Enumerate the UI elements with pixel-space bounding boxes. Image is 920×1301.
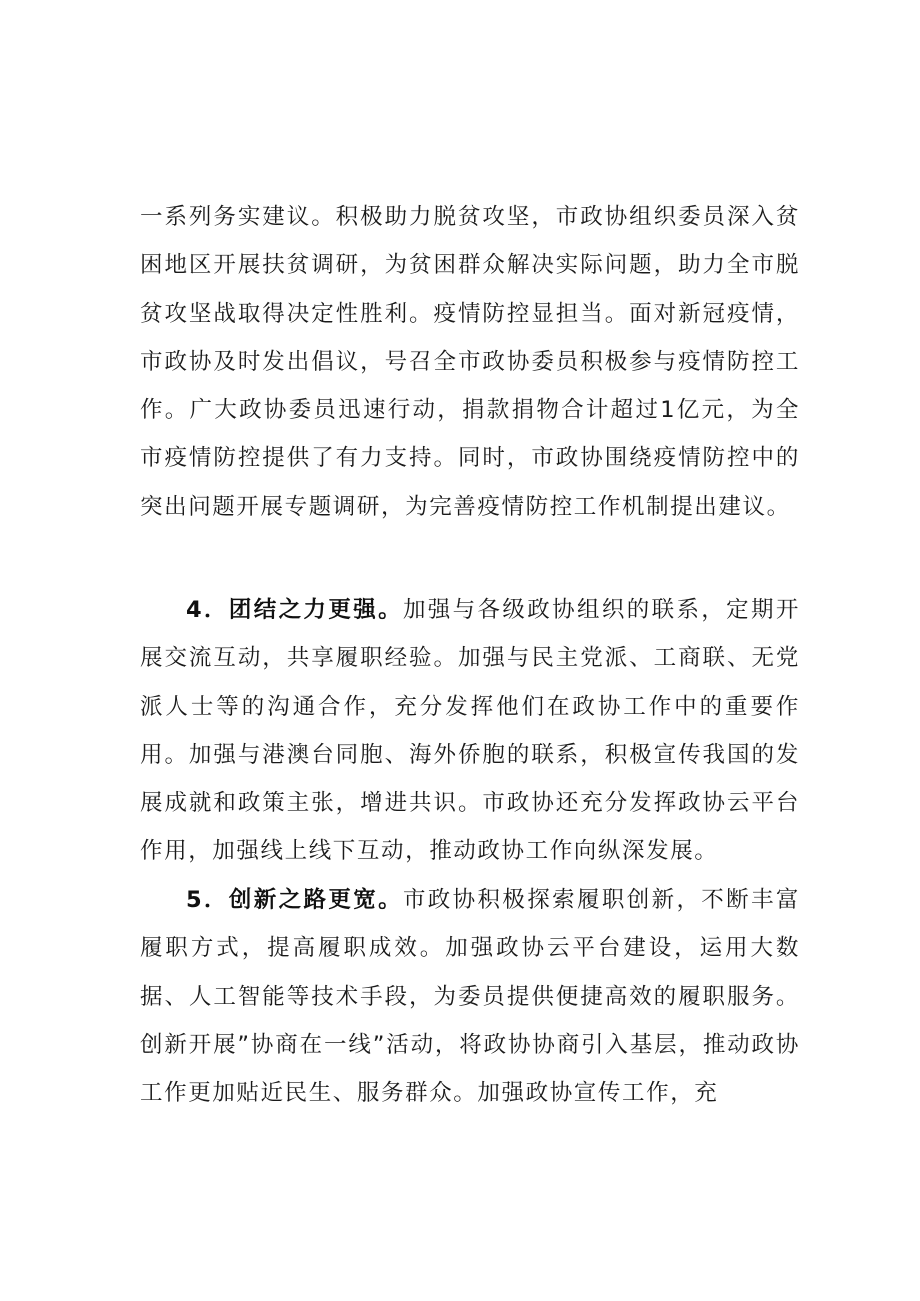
- paragraph-3: [140, 876, 800, 1117]
- paragraph-1-text: 一系列务实建议。积极助力脱贫攻坚，市政协组织委员深入贫困地区开展扶贫调研，为贫困群众解决实际问题，助力全市脱贫攻坚战取得决定性胜利。疫情防控显担当。面对新冠疫情，市政协及时发出倡议，号召全市政协委员积极参与疫情防控工作。广大政协委员迅速行动，捐款捐物合计超过1亿元，为全市疫情防控提供了有力支持。同时，市政协围绕疫情防控中的突出问题开展专题调研，为完善疫情防控工作机制提出建议。: [140, 204, 800, 520]
- paragraph-1: [140, 193, 800, 531]
- paragraph-2: [140, 586, 800, 876]
- paragraph-3-heading: 5．创新之路更宽。: [186, 887, 403, 913]
- paragraph-3-text: 市政协积极探索履职创新，不断丰富履职方式，提高履职成效。加强政协云平台建设，运用大数据、人工智能等技术手段，为委员提供便捷高效的履职服务。创新开展”协商在一线”活动，将政协协商引入基层，推动政协工作更加贴近民生、服务群众。加强政协宣传工作，充: [140, 887, 800, 1107]
- paragraph-2-heading: 4．团结之力更强。: [186, 597, 403, 623]
- paragraph-2-text: 加强与各级政协组织的联系，定期开展交流互动，共享履职经验。加强与民主党派、工商联、无党派人士等的沟通合作，充分发挥他们在政协工作中的重要作用。加强与港澳台同胞、海外侨胞的联系，积极宣传我国的发展成就和政策主张，增进共识。市政协还充分发挥政协云平台作用，加强线上线下互动，推动政协工作向纵深发展。: [140, 597, 800, 865]
